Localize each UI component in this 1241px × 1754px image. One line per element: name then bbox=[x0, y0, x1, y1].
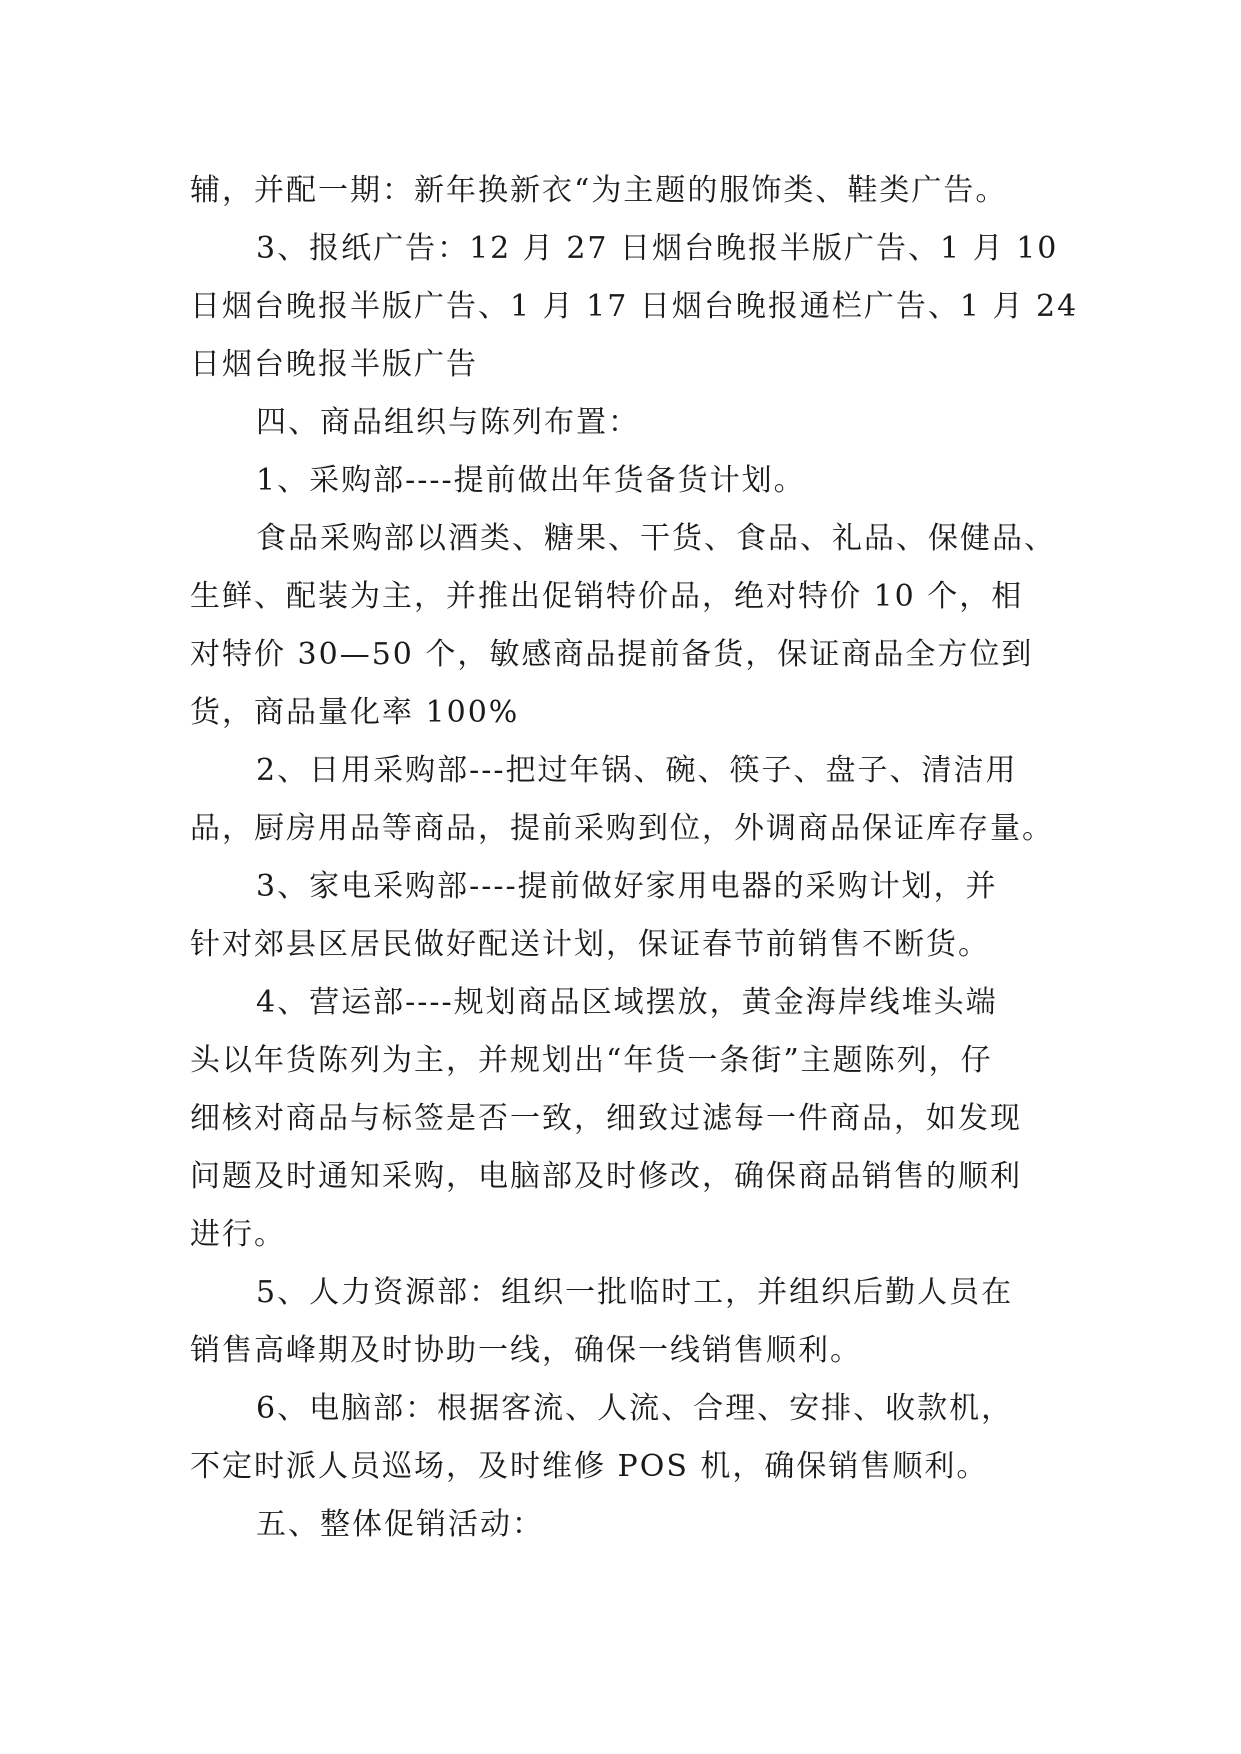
text-line: 日烟台晚报半版广告 bbox=[190, 347, 478, 382]
text-line: 3、报纸广告：12 月 27 日烟台晚报半版广告、1 月 10 bbox=[256, 231, 1059, 266]
text-line: 3、家电采购部----提前做好家用电器的采购计划，并 bbox=[256, 869, 998, 904]
text-line: 针对郊县区居民做好配送计划，保证春节前销售不断货。 bbox=[190, 927, 990, 962]
text-line: 进行。 bbox=[190, 1217, 286, 1252]
text-line: 辅，并配一期：新年换新衣“为主题的服饰类、鞋类广告。 bbox=[190, 173, 1008, 208]
document-page bbox=[190, 162, 1079, 1554]
text-line: 品，厨房用品等商品，提前采购到位，外调商品保证库存量。 bbox=[190, 811, 1054, 846]
section-heading: 四、商品组织与陈列布置： bbox=[256, 405, 640, 440]
text-line: 5、人力资源部：组织一批临时工，并组织后勤人员在 bbox=[256, 1275, 1014, 1310]
text-line: 食品采购部以酒类、糖果、干货、食品、礼品、保健品、 bbox=[256, 521, 1056, 556]
text-line: 2、日用采购部---把过年锅、碗、筷子、盘子、清洁用 bbox=[256, 753, 1018, 788]
section-heading: 五、整体促销活动： bbox=[256, 1507, 544, 1542]
text-line: 问题及时通知采购，电脑部及时修改，确保商品销售的顺利 bbox=[190, 1159, 1022, 1194]
text-line: 4、营运部----规划商品区域摆放，黄金海岸线堆头端 bbox=[256, 985, 998, 1020]
text-line: 头以年货陈列为主，并规划出“年货一条街”主题陈列，仔 bbox=[190, 1043, 993, 1078]
text-line: 不定时派人员巡场，及时维修 POS 机，确保销售顺利。 bbox=[190, 1449, 989, 1484]
text-line: 细核对商品与标签是否一致，细致过滤每一件商品，如发现 bbox=[190, 1101, 1022, 1136]
text-line: 日烟台晚报半版广告、1 月 17 日烟台晚报通栏广告、1 月 24 bbox=[190, 289, 1079, 324]
text-line: 1、采购部----提前做出年货备货计划。 bbox=[256, 463, 806, 498]
text-line: 货，商品量化率 100% bbox=[190, 695, 520, 730]
text-line: 对特价 30—50 个，敏感商品提前备货，保证商品全方位到 bbox=[190, 637, 1034, 672]
text-line: 生鲜、配装为主，并推出促销特价品，绝对特价 10 个，相 bbox=[190, 579, 1024, 614]
text-line: 6、电脑部：根据客流、人流、合理、安排、收款机， bbox=[256, 1391, 1014, 1426]
text-line: 销售高峰期及时协助一线，确保一线销售顺利。 bbox=[190, 1333, 862, 1368]
